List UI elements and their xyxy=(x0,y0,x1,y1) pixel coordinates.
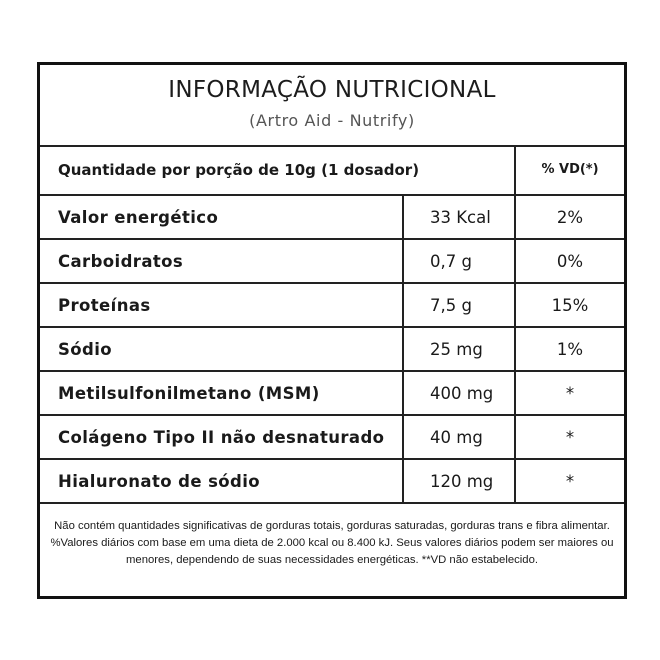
nutrient-vd: * xyxy=(515,415,624,459)
nutrient-amount: 40 mg xyxy=(403,415,515,459)
table-header-row xyxy=(40,145,624,195)
table-row xyxy=(40,239,624,283)
nutrient-name: Hialuronato de sódio xyxy=(40,459,403,503)
table-row xyxy=(40,195,624,239)
label-subtitle: (Artro Aid - Nutrify) xyxy=(249,111,415,130)
nutrient-name: Proteínas xyxy=(40,283,403,327)
table-row xyxy=(40,459,624,503)
nutrient-amount: 33 Kcal xyxy=(403,195,515,239)
nutrient-name: Valor energético xyxy=(40,195,403,239)
nutrient-name: Carboidratos xyxy=(40,239,403,283)
nutrient-amount: 25 mg xyxy=(403,327,515,371)
table-row xyxy=(40,415,624,459)
nutrient-amount: 7,5 g xyxy=(403,283,515,327)
nutrient-vd: 15% xyxy=(515,283,624,327)
nutrient-vd: 2% xyxy=(515,195,624,239)
nutrient-vd: * xyxy=(515,371,624,415)
nutrient-amount: 0,7 g xyxy=(403,239,515,283)
serving-size-header: Quantidade por porção de 10g (1 dosador) xyxy=(40,145,515,195)
nutrition-table xyxy=(40,145,624,504)
nutrient-vd: 0% xyxy=(515,239,624,283)
vd-header: % VD(*) xyxy=(515,145,624,195)
table-row xyxy=(40,371,624,415)
nutrient-name: Colágeno Tipo II não desnaturado xyxy=(40,415,403,459)
nutrition-label xyxy=(37,62,627,599)
table-row xyxy=(40,327,624,371)
footnote: Não contém quantidades significativas de gorduras totais, gorduras saturadas, gorduras trans e fibra alimentar. %Valores diários com base em uma dieta de 2.000 kcal ou 8.400 kJ. Seus valores diários podem ser maiores ou menores, dependendo de suas necessidades energéticas. **VD não estabelecido. xyxy=(50,520,614,566)
nutrient-name: Sódio xyxy=(40,327,403,371)
nutrient-vd: * xyxy=(515,459,624,503)
nutrient-name: Metilsulfonilmetano (MSM) xyxy=(40,371,403,415)
label-title: INFORMAÇÃO NUTRICIONAL xyxy=(168,77,496,103)
nutrient-amount: 120 mg xyxy=(403,459,515,503)
nutrient-amount: 400 mg xyxy=(403,371,515,415)
title-block xyxy=(40,65,624,147)
nutrient-vd: 1% xyxy=(515,327,624,371)
table-row xyxy=(40,283,624,327)
